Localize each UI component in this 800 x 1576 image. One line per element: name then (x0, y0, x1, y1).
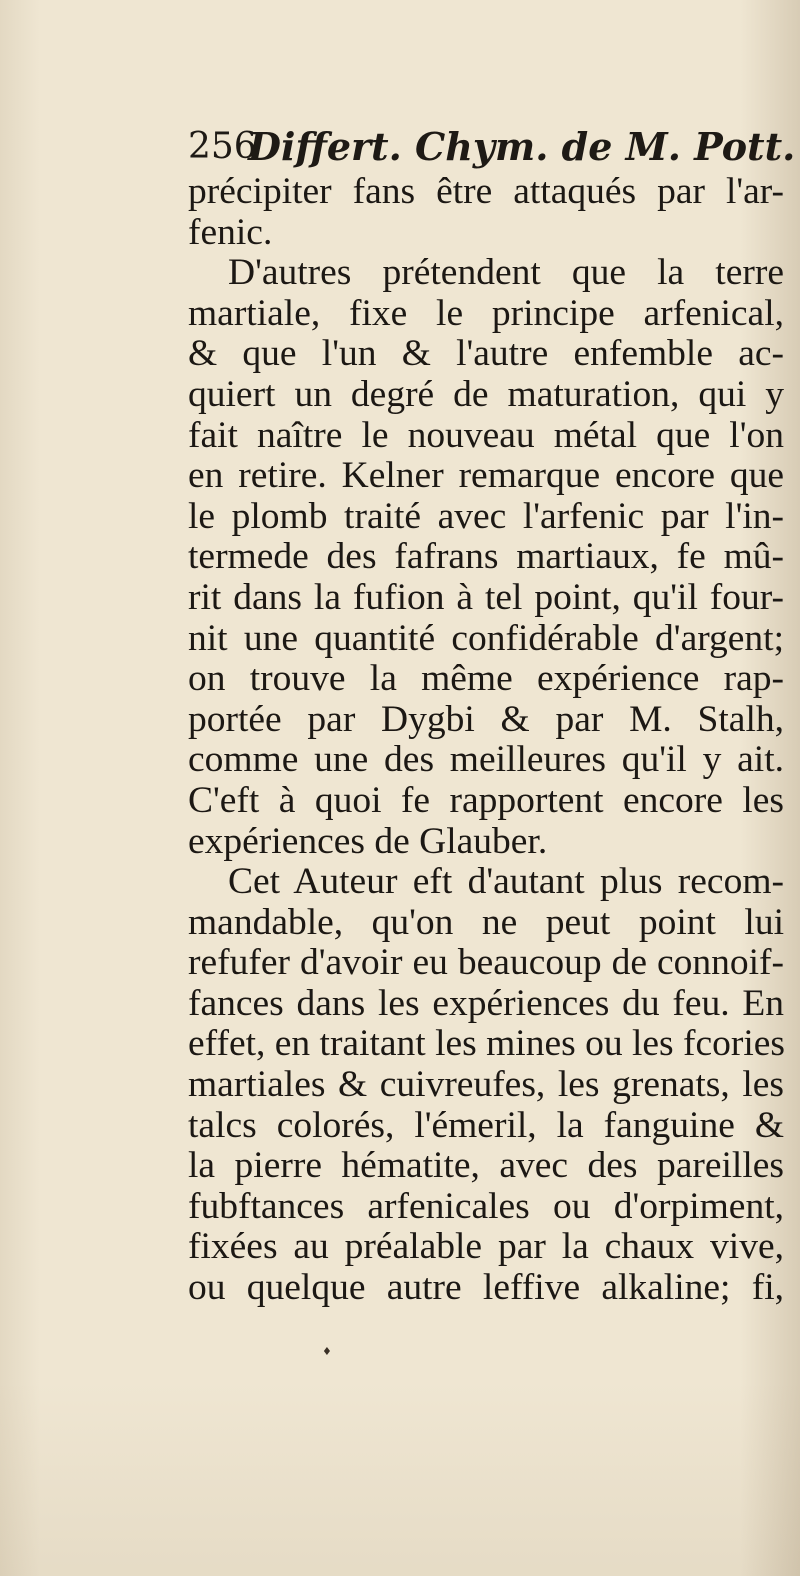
text-line: on trouve la même expérience rap- (188, 658, 784, 700)
text-line: D'autres prétendent que la terre (228, 252, 784, 294)
text-line: Cet Auteur eft d'autant plus recom- (228, 861, 784, 903)
text-line: fubftances arfenicales ou d'orpiment, (188, 1185, 784, 1227)
text-line: fenic. (188, 211, 273, 253)
running-title: Differt. Chym. de M. Pott. (248, 124, 796, 169)
text-line: quiert un degré de maturation, qui y (188, 373, 784, 415)
text-line: martiales & cuivreufes, les grenats, les (188, 1064, 784, 1106)
text-line: mandable, qu'on ne peut point lui (188, 901, 784, 943)
text-line: effet, en traitant les mines ou les fcories (188, 1023, 786, 1065)
text-line: le plomb traité avec l'arfenic par l'in- (188, 495, 784, 537)
body-text (188, 172, 784, 1309)
text-line: refufer d'avoir eu beaucoup de connoif- (188, 942, 784, 984)
text-line: la pierre hématite, avec des pareilles (188, 1145, 784, 1187)
text-line: termede des fafrans martiaux, fe mû- (188, 536, 784, 578)
text-line: rit dans la fufion à tel point, qu'il four- (188, 576, 784, 618)
text-line: C'eft à quoi fe rapportent encore les (188, 779, 784, 821)
text-line: en retire. Kelner remarque encore que (188, 455, 784, 497)
text-line: comme une des meilleures qu'il y ait. (188, 739, 784, 781)
text-line: fixées au préalable par la chaux vive, (188, 1226, 784, 1268)
text-line: martiale, fixe le principe arfenical, (188, 292, 784, 334)
text-line: fances dans les expériences du feu. En (188, 982, 784, 1024)
page-header (188, 122, 796, 172)
text-line: & que l'un & l'autre enfemble ac- (188, 333, 784, 375)
text-line: talcs colorés, l'émeril, la fanguine & (188, 1104, 784, 1146)
text-line: précipiter fans être attaqués par l'ar- (188, 171, 784, 212)
text-line: expériences de Glauber. (188, 820, 548, 862)
text-line: nit une quantité confidérable d'argent; (188, 617, 784, 659)
printer-mark-icon: ♦ (322, 1345, 332, 1358)
text-line: portée par Dygbi & par M. Stalh, (188, 698, 784, 740)
text-line: fait naître le nouveau métal que l'on (188, 414, 784, 456)
page-number: 256 (188, 126, 257, 167)
text-line: ou quelque autre leffive alkaline; fi, (188, 1267, 784, 1309)
